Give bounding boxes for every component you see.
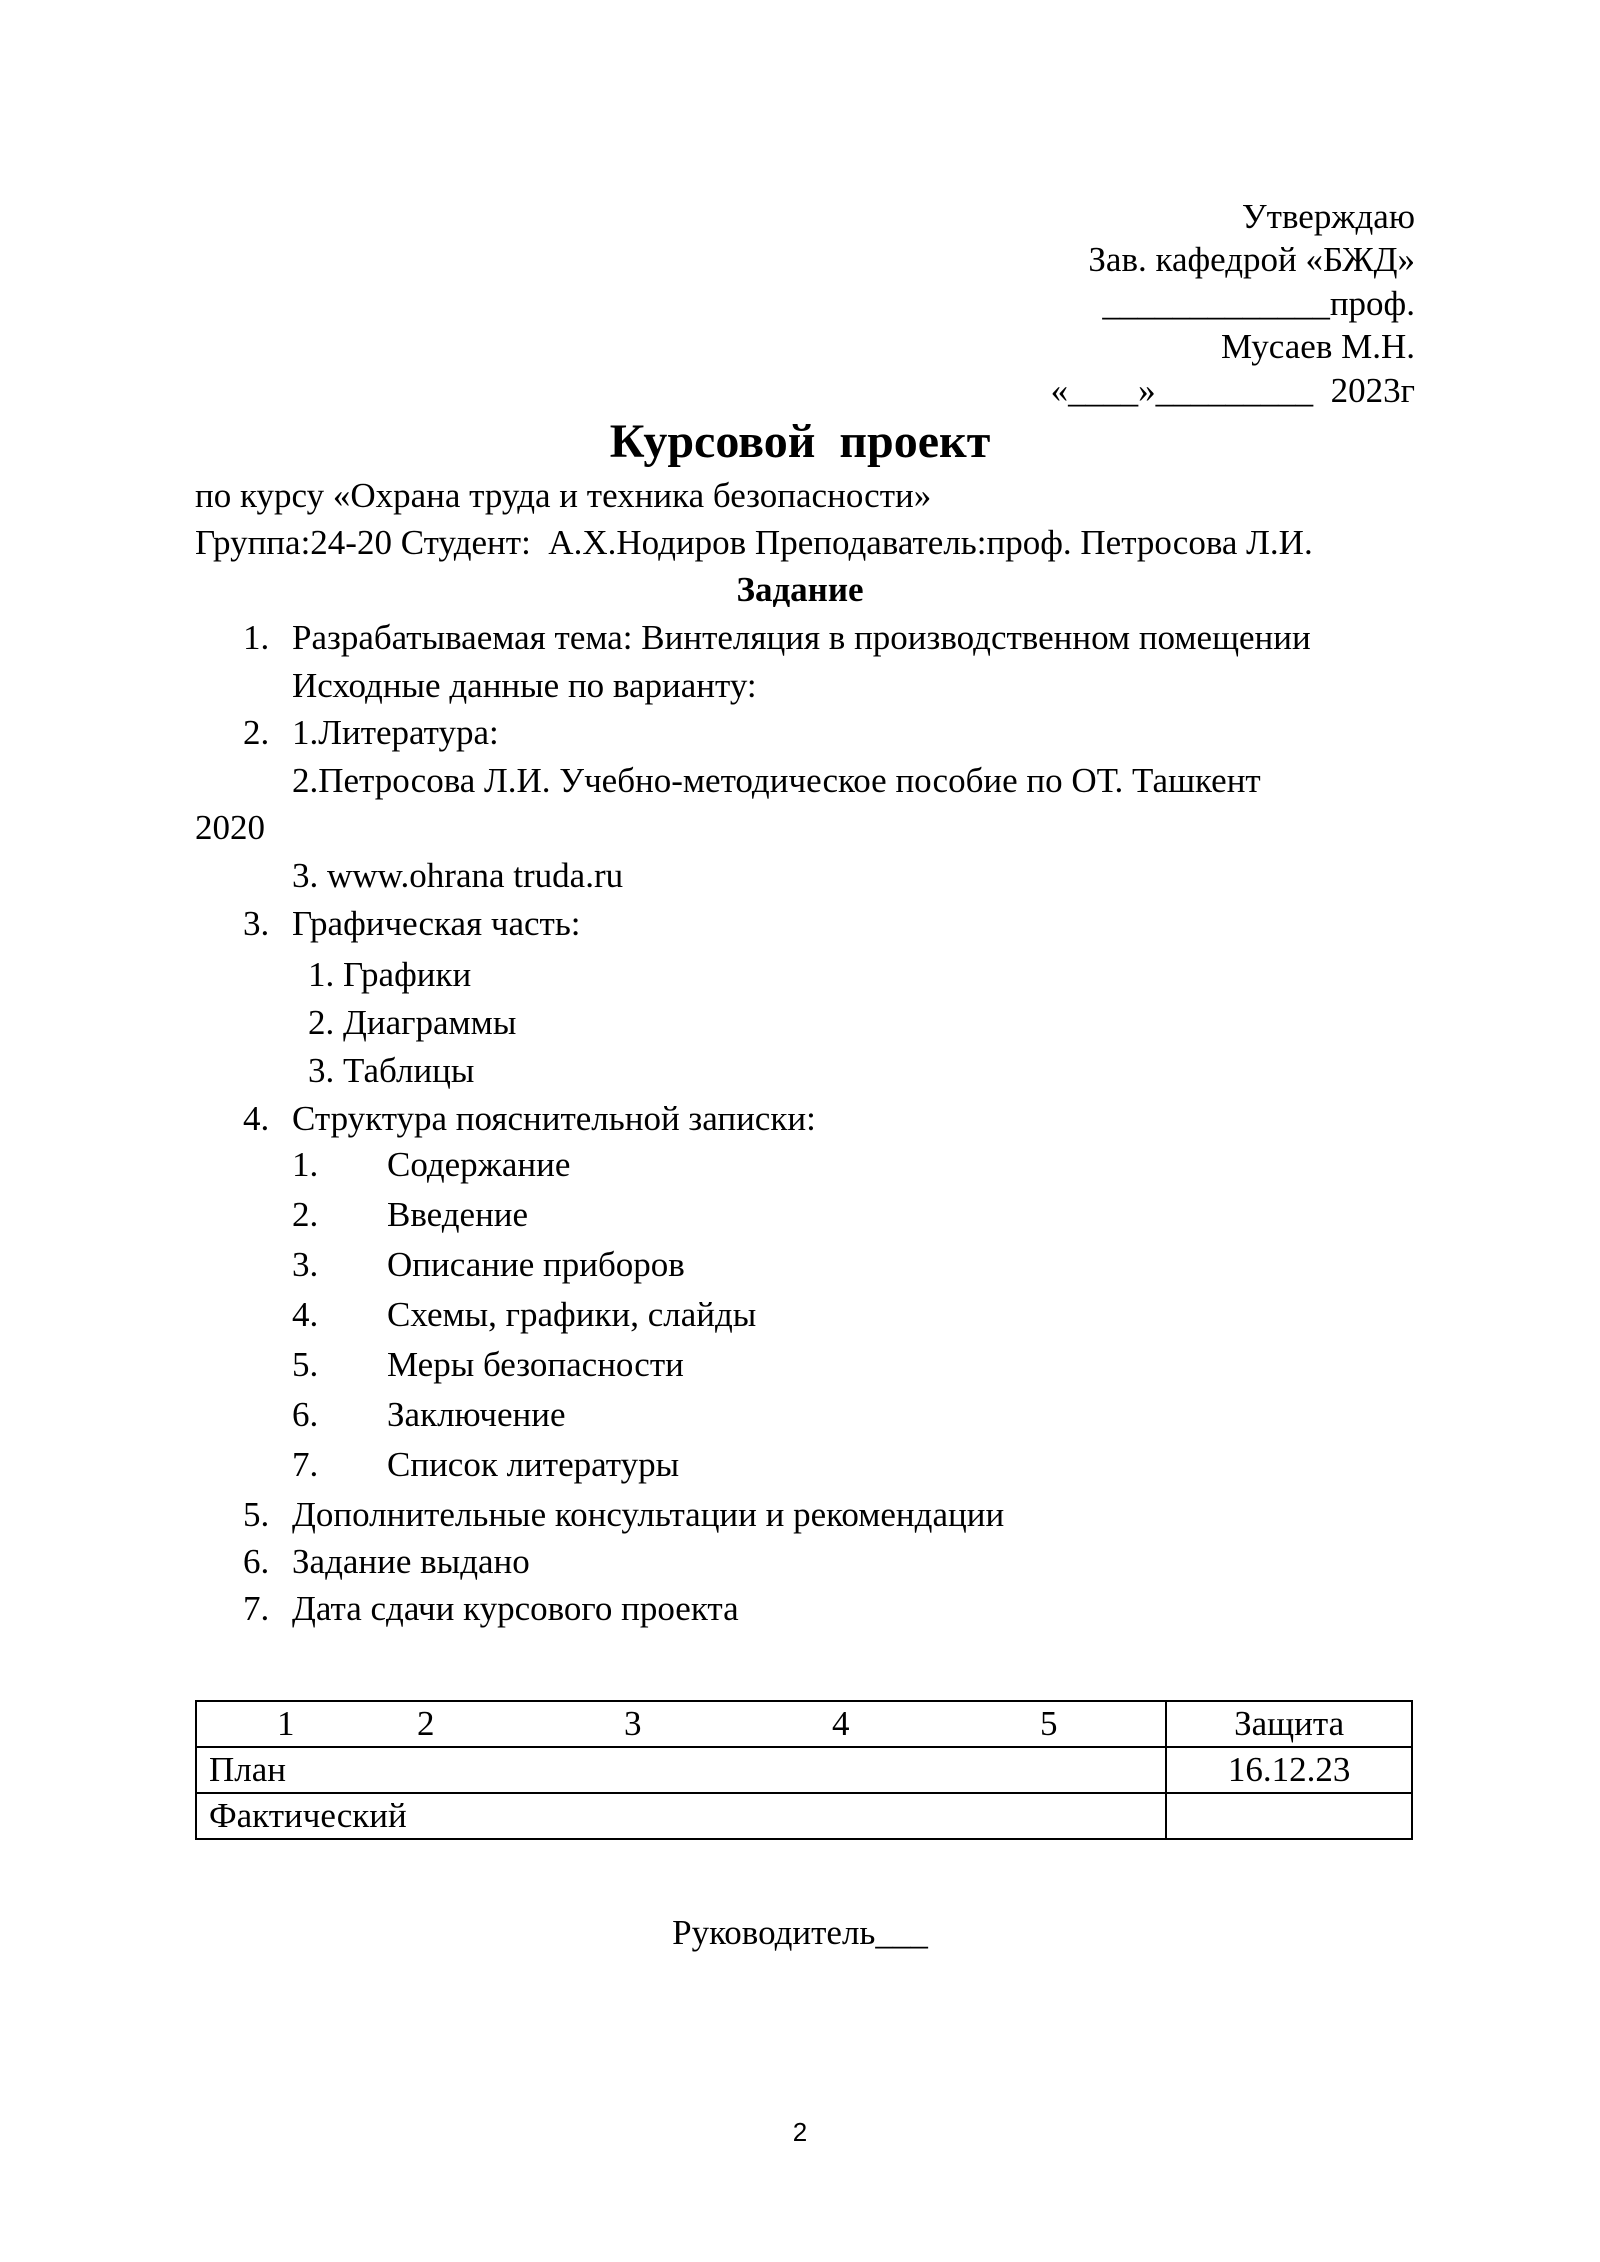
- row-label: Фактический: [196, 1793, 1166, 1839]
- schedule-table: [195, 1700, 1413, 1840]
- item-1-text: Разрабатываемая тема: Винтеляция в производственном помещении: [292, 618, 1311, 657]
- structure-subitem-text: Описание приборов: [387, 1245, 685, 1284]
- structure-subitem-text: Список литературы: [387, 1445, 680, 1484]
- item-1-number: 1.: [243, 618, 270, 657]
- table-header-row: [196, 1701, 1412, 1747]
- item-4-text: Структура пояснительной записки:: [292, 1099, 816, 1138]
- item-2-number: 2.: [243, 713, 270, 752]
- approval-line-4: Мусаев М.Н.: [1221, 327, 1415, 366]
- stage-column-number: 3: [624, 1704, 642, 1743]
- graphic-subitem: 3. Таблицы: [308, 1051, 475, 1090]
- item-7-number: 7.: [243, 1589, 270, 1628]
- structure-subitem-number: 6.: [292, 1395, 319, 1434]
- stage-column-number: 5: [1040, 1704, 1058, 1743]
- defense-header: Защита: [1166, 1701, 1412, 1747]
- table-row: [196, 1747, 1412, 1793]
- supervisor-signature-line: Руководитель___: [672, 1913, 928, 1952]
- row-label: План: [196, 1747, 1166, 1793]
- defense-date: 16.12.23: [1166, 1747, 1412, 1793]
- structure-subitem-number: 1.: [292, 1145, 319, 1184]
- stage-column-number: 4: [832, 1704, 850, 1743]
- approval-date-line: «____»_________ 2023г: [1050, 371, 1415, 410]
- item-5-number: 5.: [243, 1495, 270, 1534]
- course-line: по курсу «Охрана труда и техника безопасности»: [195, 476, 932, 515]
- item-3-number: 3.: [243, 904, 270, 943]
- structure-subitem-text: Меры безопасности: [387, 1345, 684, 1384]
- structure-subitem-number: 2.: [292, 1195, 319, 1234]
- literature-item-3: 3. www.ohrana truda.ru: [292, 856, 624, 895]
- task-heading: Задание: [736, 570, 864, 609]
- group-line: Группа:24-20 Студент: А.Х.Нодиров Преподаватель:проф. Петросова Л.И.: [195, 523, 1313, 562]
- table-row: [196, 1793, 1412, 1839]
- structure-subitem-text: Заключение: [387, 1395, 566, 1434]
- page-number: 2: [792, 2117, 808, 2147]
- item-5-text: Дополнительные консультации и рекомендации: [292, 1495, 1005, 1534]
- structure-subitem-text: Содержание: [387, 1145, 571, 1184]
- item-1-subtext: Исходные данные по варианту:: [292, 666, 757, 705]
- item-7-text: Дата сдачи курсового проекта: [292, 1589, 739, 1628]
- stage-columns-header: [196, 1701, 1166, 1747]
- structure-subitem-number: 5.: [292, 1345, 319, 1384]
- structure-subitem-number: 7.: [292, 1445, 319, 1484]
- structure-subitem-text: Схемы, графики, слайды: [387, 1295, 757, 1334]
- item-4-number: 4.: [243, 1099, 270, 1138]
- structure-subitem-number: 3.: [292, 1245, 319, 1284]
- approval-line-1: Утверждаю: [1241, 197, 1415, 236]
- structure-subitem-number: 4.: [292, 1295, 319, 1334]
- graphic-subitem: 2. Диаграммы: [308, 1003, 517, 1042]
- literature-item-2-year: 2020: [195, 808, 265, 847]
- stage-column-number: 2: [417, 1704, 435, 1743]
- page-title: Курсовой проект: [609, 415, 991, 468]
- item-6-number: 6.: [243, 1542, 270, 1581]
- approval-line-3: _____________проф.: [1102, 284, 1415, 323]
- stage-column-number: 1: [277, 1704, 295, 1743]
- defense-date: [1166, 1793, 1412, 1839]
- structure-subitem-text: Введение: [387, 1195, 529, 1234]
- approval-line-2: Зав. кафедрой «БЖД»: [1088, 240, 1415, 279]
- literature-item-2: 2.Петросова Л.И. Учебно-методическое пособие по ОТ. Ташкент: [292, 761, 1261, 800]
- graphic-subitem: 1. Графики: [308, 955, 472, 994]
- item-6-text: Задание выдано: [292, 1542, 530, 1581]
- item-3-text: Графическая часть:: [292, 904, 581, 943]
- item-2-text: 1.Литература:: [292, 713, 499, 752]
